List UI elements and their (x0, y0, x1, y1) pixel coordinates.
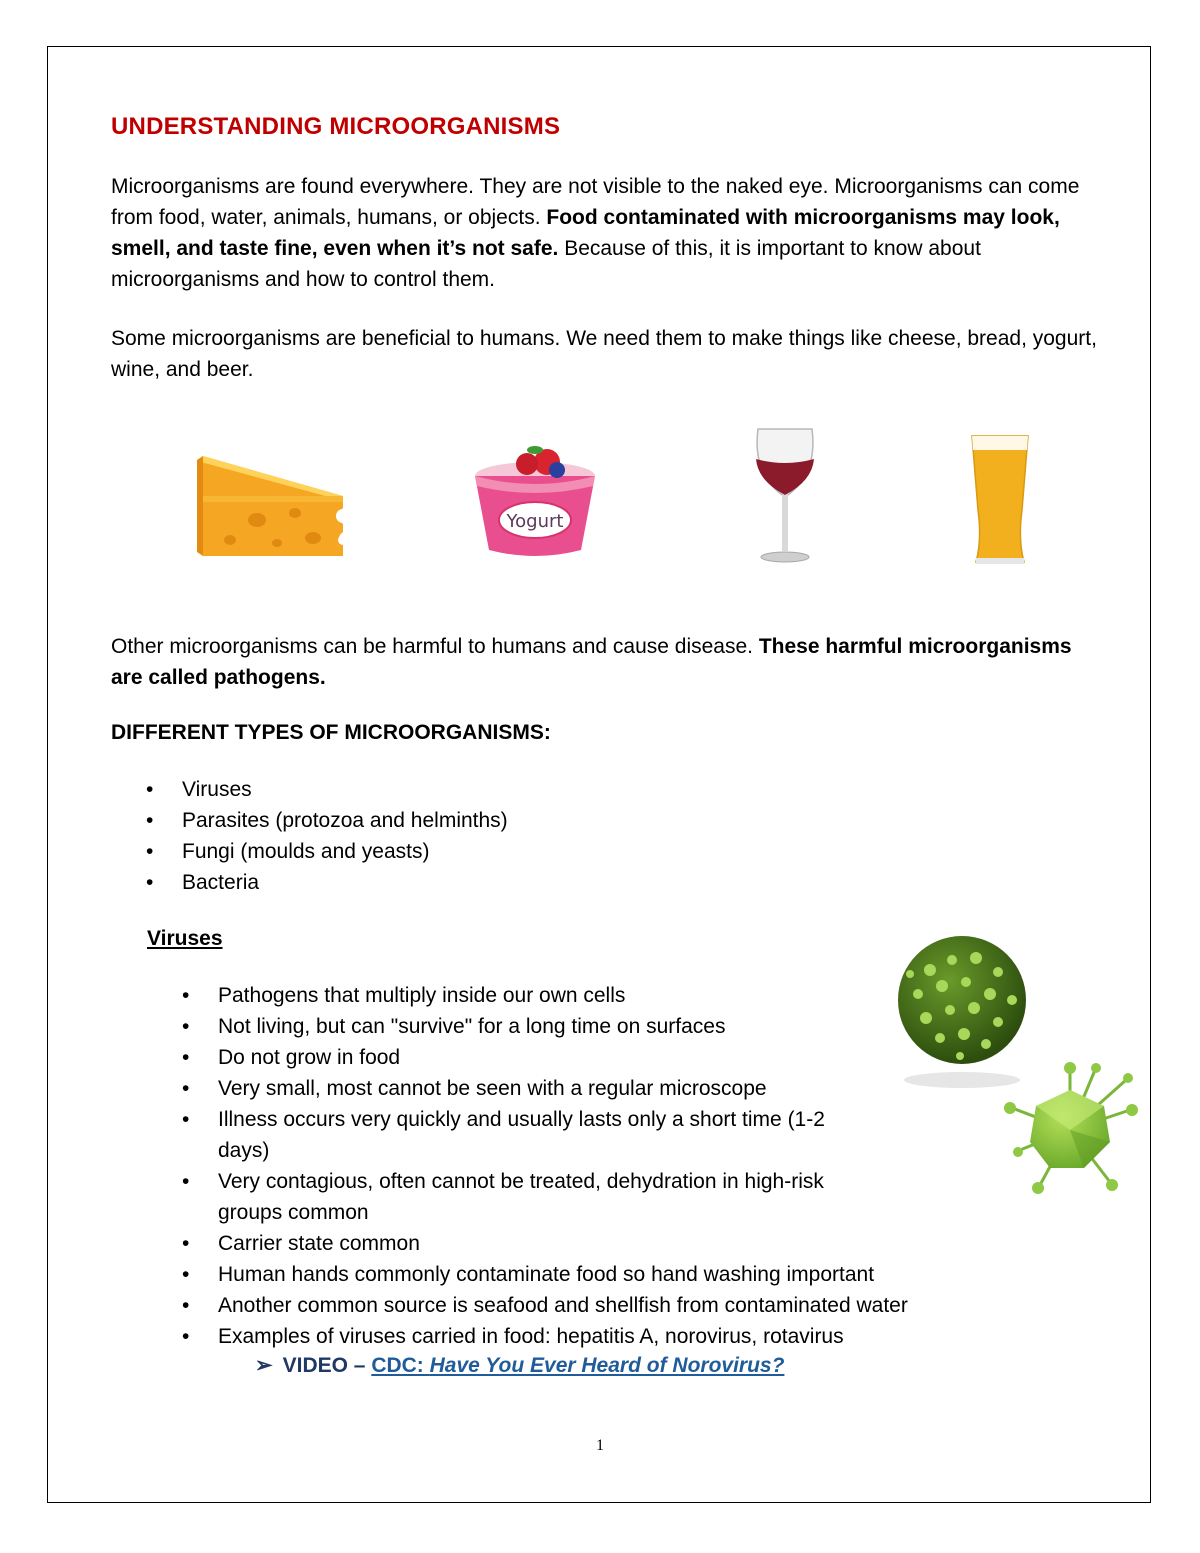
list-item-text: Human hands commonly contaminate food so hand washing important (218, 1263, 875, 1286)
list-item-text: Very contagious, often cannot be treated, dehydration in high-risk groups common (218, 1170, 824, 1224)
list-item-text: Pathogens that multiply inside our own cells (218, 984, 626, 1007)
list-item (182, 1228, 1068, 1259)
bullet: • (146, 778, 154, 801)
list-item-text: Examples of viruses carried in food: hepatitis A, norovirus, rotavirus (218, 1325, 844, 1348)
harmful-bold-text: These harmful microorganisms are called pathogens. (111, 635, 1072, 689)
list-item-text: Carrier state common (218, 1232, 420, 1255)
types-list (146, 774, 508, 898)
list-item-text: Not living, but can "survive" for a long time on surfaces (218, 1015, 726, 1038)
list-item (146, 867, 508, 898)
list-item-text: Illness occurs very quickly and usually lasts only a short time (1-2 days) (218, 1108, 825, 1162)
list-item (182, 1104, 862, 1166)
virus-points-list (182, 980, 908, 1352)
bullet: • (182, 1232, 190, 1255)
bullet: • (182, 1077, 190, 1100)
intro-text-2: Because of this, it is important to know about microorganisms and how to control them. (111, 237, 981, 291)
bullet: • (146, 809, 154, 832)
list-item-text: Very small, most cannot be seen with a regular microscope (218, 1077, 767, 1100)
bullet: • (182, 1325, 190, 1348)
list-item-text: Fungi (moulds and yeasts) (182, 840, 430, 863)
bullet: • (182, 1263, 190, 1286)
bullet: • (182, 984, 190, 1007)
list-item-text: Viruses (182, 778, 252, 801)
list-item-text: Bacteria (182, 871, 260, 894)
intro-text-1: Microorganisms are found everywhere. They are not visible to the naked eye. Microorganisms can come from food, water, animals, humans, or objects. (111, 175, 1080, 229)
list-item (146, 774, 508, 805)
list-item (182, 1321, 1068, 1352)
intro-paragraph (111, 171, 1101, 295)
types-heading: DIFFERENT TYPES OF MICROORGANISMS: (111, 721, 551, 744)
arrow-bullet-icon: ➢ (255, 1354, 273, 1377)
list-item (182, 1259, 1068, 1290)
list-item-text: Do not grow in food (218, 1046, 401, 1069)
beer-glass-icon (968, 430, 1032, 570)
harmful-text: Other microorganisms can be harmful to humans and cause disease. (111, 635, 759, 658)
bullet: • (182, 1294, 190, 1317)
yogurt-label: Yogurt (506, 511, 564, 532)
list-item (182, 1290, 1068, 1321)
list-item (182, 1011, 862, 1042)
beneficial-paragraph: Some microorganisms are beneficial to humans. We need them to make things like cheese, bread, yogurt, wine, and beer. (111, 327, 1097, 381)
viruses-heading: Viruses (147, 927, 223, 950)
video-link-title: Have You Ever Heard of Norovirus? (429, 1354, 785, 1377)
list-item (182, 1073, 862, 1104)
bullet: • (182, 1108, 190, 1131)
food-images-row (150, 420, 1050, 580)
bullet: • (182, 1170, 190, 1193)
page-number: 1 (596, 1437, 604, 1454)
video-link[interactable] (371, 1354, 784, 1377)
list-item-text: Another common source is seafood and shellfish from contaminated water (218, 1294, 908, 1317)
list-item (146, 836, 508, 867)
virus-icon (890, 930, 1150, 1210)
list-item (182, 980, 862, 1011)
harmful-paragraph (111, 631, 1101, 693)
intro-bold-text: Food contaminated with microorganisms may look, smell, and taste fine, even when it’s not safe. (111, 206, 1060, 260)
video-link-source: CDC: (371, 1354, 430, 1377)
video-line (255, 1353, 784, 1378)
bullet: • (182, 1015, 190, 1038)
list-item (182, 1042, 862, 1073)
list-item-text: Parasites (protozoa and helminths) (182, 809, 508, 832)
list-item (182, 1166, 862, 1228)
bullet: • (146, 840, 154, 863)
yogurt-icon (465, 430, 605, 565)
bullet: • (146, 871, 154, 894)
cheese-icon (195, 448, 350, 560)
video-prefix: VIDEO – (282, 1354, 372, 1377)
wine-glass-icon (750, 425, 820, 565)
page-title: UNDERSTANDING MICROORGANISMS (111, 113, 561, 140)
bullet: • (182, 1046, 190, 1069)
list-item (146, 805, 508, 836)
